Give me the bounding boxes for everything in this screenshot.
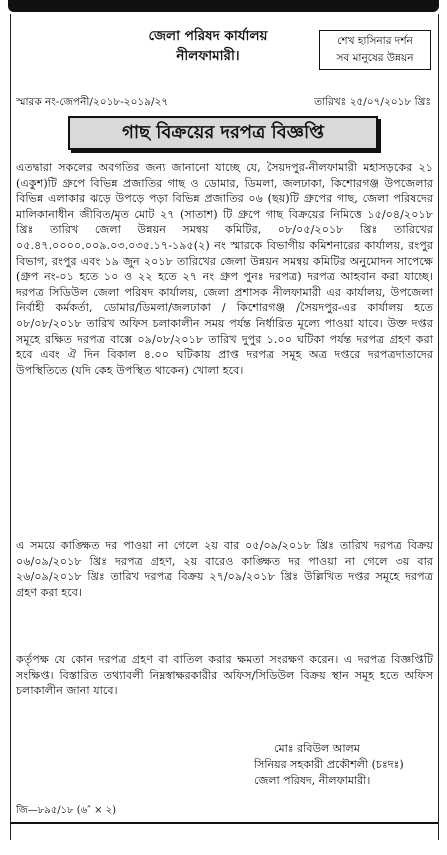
body-paragraph-2: এ সময়ে কাঙ্ক্ষিত দর পাওয়া না গেলে ২য় বার ০৫/০৯/২০১৮ খ্রিঃ তারিখ দরপত্র বিক্রয় ০৬/০৯/২০১৮ খ্রিঃ দরপত্র গ্রহণ, ২য় বারেও কাঙ্ক্ষিত দর পাওয়া না গেলে ৩য় বার ২৬/০৯/২০১৮ খ্রিঃ তারিখ দরপত্র বিক্রয় ২৭/০৯/২০১৮ খ্রিঃ উল্লিখিত দপ্তর সমূহে দরপত্র গ্রহণ করা হবে। xyxy=(16,539,433,599)
bottom-rule xyxy=(10,822,438,824)
body-paragraph-1: এতদ্বারা সকলের অবগতির জন্য জানানো যাচ্ছে যে, সৈয়দপুর-নীলফামারী মহাসড়কের ২১ (একুশ)টি গ্রুপে বিভিন্ন প্রজাতির গাছ ও ডোমার, ডিমলা, জলঢাকা, কিশোরগঞ্জ উপজেলার বিভিন্ন এলাকার ঝড়ে উপড়ে পড়া বিভিন্ন প্রজাতির ০৬ (ছয়)টি গ্রুপের গাছ, জেলা পরিষদের মালিকানাধীন জীবিত/মৃত মোট ২৭ (সাতাশ) টি গ্রুপে গাছ বিক্রয়ের নিমিত্তে ১৫/০৪/২০১৮ খ্রিঃ তারিখ জেলা উন্নয়ন সমন্বয় কমিটির, ০৮/০৫/২০১৮ খ্রিঃ তারিখের ০৫.৪৭.০০০০.০০৯.০৩.০৩৫.১৭-১৯৫(২) নং স্মারকে বিভাগীয় কমিশনারের কার্যালয়, রংপুর বিভাগ, রংপুর এবং ১৯ জুন ২০১৮ তারিখের জেলা উন্নয়ন সমন্বয় কমিটির অনুমোদন সাপেক্ষে (গ্রুপ নং-০১ হতে ১০ ও ২২ হতে ২৭ নং গ্রুপ পুনঃ দরপত্র) দরপত্র আহবান করা যাচ্ছে। দরপত্র সিডিউল জেলা পরিষদ কার্যালয়, জেলা প্রশাসক নীলফামারী এর কার্যালয়, উপজেলা নির্বাহী কর্মকর্তা, ডোমার/ডিমলা/জলঢাকা / কিশোরগঞ্জ /সৈয়দপুর-এর কার্যালয় হতে ০৮/০৮/২০১৮ তারিখ অফিস চলাকালীন সময় পর্যন্ত নির্ধারিত মূল্যে পাওয়া যাবে। উক্ত দপ্তর সমূহে রক্ষিত দরপত্র বাক্সে ০৯/০৮/২০১৮ তারিখ দুপুর ১.০০ ঘটিকা পর্যন্ত দরপত্র গ্রহণ করা হবে এবং ঐ দিন বিকাল ৪.০০ ঘটিকায় প্রাপ্ত দরপত্র সমূহ অত্র দপ্তরে দরপত্রদাতাদের উপস্থিতিতে (যদি কেহ উপস্থিত থাকেন) খোলা হবে। xyxy=(16,161,433,377)
signatory-designation: সিনিয়র সহকারী প্রকৌশলী (চঃদঃ) xyxy=(254,758,404,771)
ad-reference-code: জি—৮৯৫/১৮ (৬″ × ২) xyxy=(16,805,117,816)
slogan-line-2: সব মানুষের উন্নয়ন xyxy=(336,52,414,64)
signatory-name: মোঃ রবিউল আলম xyxy=(274,742,360,755)
signature-block xyxy=(254,741,439,789)
office-district: নীলফামারী। xyxy=(176,48,240,64)
slogan-box xyxy=(319,30,431,70)
notice-title: গাছ বিক্রয়ের দরপত্র বিজ্ঞপ্তি xyxy=(68,116,378,150)
memo-number: স্মারক নং-জেপনী/২০১৮-২০১৯/২৭ xyxy=(16,96,169,108)
memo-row xyxy=(16,95,431,112)
signatory-office: জেলা পরিষদ, নীলফামারী। xyxy=(254,774,371,787)
body-paragraph-3: কর্তৃপক্ষ যে কোন দরপত্র গ্রহণ বা বাতিল করার ক্ষমতা সংরক্ষণ করেন। এ দরপত্র বিজ্ঞপ্তিটি সংক্ষিপ্ত। বিস্তারিত তথ্যাবলী নিম্নস্বাক্ষরকারীর অফিস/সিডিউল বিক্রয় স্থান সমূহ হতে অফিস চলাকালীন জানা যাবে। xyxy=(16,653,433,698)
office-header xyxy=(128,26,288,66)
slogan-line-1: শেখ হাসিনার দর্শন xyxy=(337,35,413,47)
memo-date: তারিখঃ ২৫/০৭/২০১৮ খ্রিঃ xyxy=(314,96,431,108)
office-name: জেলা পরিষদ কার্যালয় xyxy=(148,28,268,44)
top-black-bar xyxy=(8,0,439,12)
